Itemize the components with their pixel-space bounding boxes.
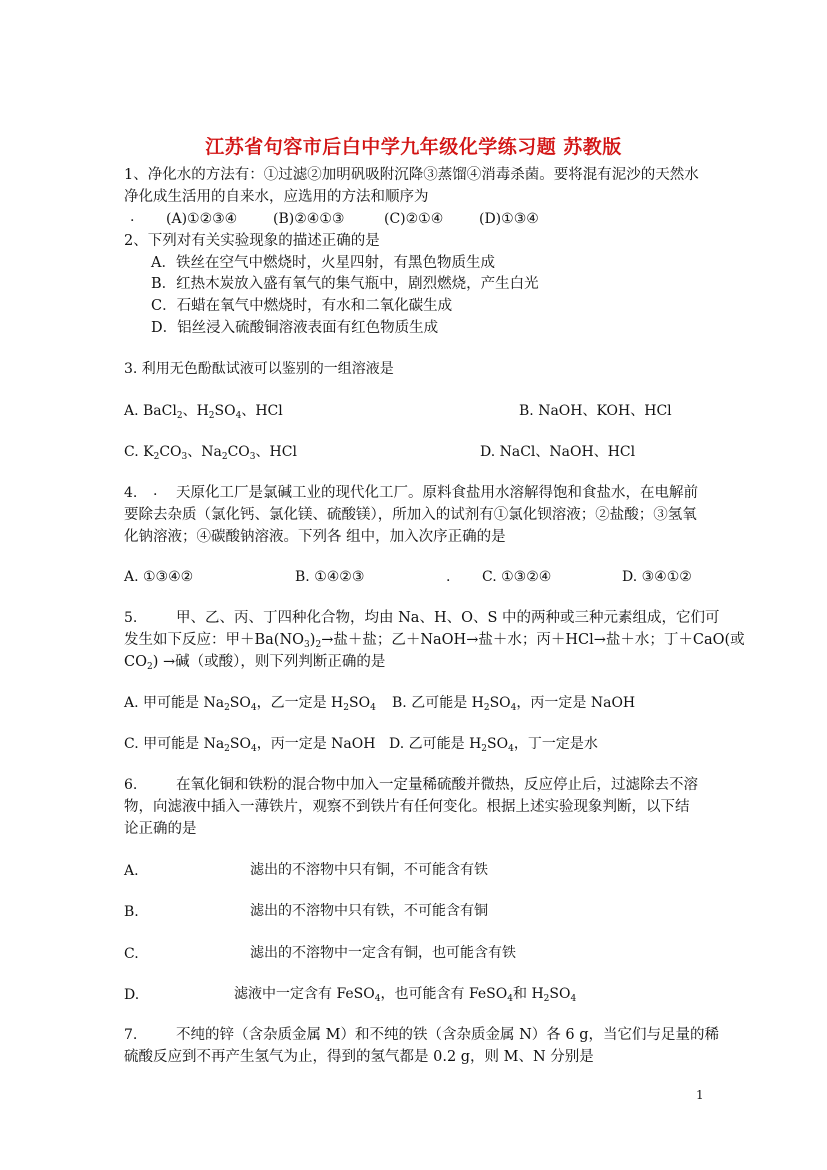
q4-option-c: C. ①③②④ <box>482 569 552 585</box>
q5-number: 5. <box>124 610 138 626</box>
q2-option-c: C．石蜡在氧气中燃烧时，有水和二氧化碳生成 <box>151 298 453 314</box>
q5-option-d: D. 乙可能是 $H_2SO_4$，丁一定是水 <box>389 736 598 754</box>
q6-option-c-text: 滤出的不溶物中一定含有铜，也可能含有铁 <box>250 945 516 961</box>
q7-stem-line-1: 不纯的锌（含杂质金属 M）和不纯的铁（含杂质金属 N）各 6 g，当它们与足量的稀 <box>176 1027 719 1043</box>
q4-option-a: A. ①③④② <box>124 569 194 585</box>
q5-option-b: B. 乙可能是 $H_2SO_4$，丙一定是 NaOH <box>392 695 636 713</box>
q6-option-b-label: B. <box>124 904 139 920</box>
q4-dot-mark: . <box>153 483 158 499</box>
q6-stem-line-2: 物，向滤液中插入一薄铁片，观察不到铁片有任何变化。根据上述实验现象判断，以下结 <box>124 799 690 815</box>
q2-option-a: A．铁丝在空气中燃烧时，火星四射，有黑色物质生成 <box>151 255 495 271</box>
q6-option-d-text: 滤液中一定含有 FeSO$_4$，也可能含有 FeSO$_4$和 $H_2SO_4$ <box>234 986 577 1004</box>
q5-stem-line-3: $CO_2$) →碱（或酸），则下列判断正确的是 <box>124 654 386 672</box>
q5-stem-line-1: 甲、乙、丙、丁四种化合物，均由 Na、H、O、S 中的两种或三种元素组成，它们可 <box>176 610 720 626</box>
q6-option-c-label: C. <box>124 946 139 962</box>
q5-stem-line-2: 发生如下反应：甲$+Ba(NO_3)_2\to$盐＋盐；乙＋NaOH→盐＋水；丙＋HCl→盐＋水；丁＋CaO(或 <box>124 632 745 650</box>
q5-option-c: C. 甲可能是 $Na_2SO_4$，丙一定是 NaOH <box>124 736 376 754</box>
q7-number: 7. <box>124 1027 138 1043</box>
q2-stem: 2、下列对有关实验现象的描述正确的是 <box>124 233 380 249</box>
q4-number: 4. <box>124 485 138 501</box>
q7-stem-line-2: 硫酸反应到不再产生氢气为止，得到的氢气都是 0.2 g，则 M、N 分别是 <box>124 1049 594 1065</box>
q6-number: 6. <box>124 777 138 793</box>
q6-stem-line-3: 论正确的是 <box>124 821 197 837</box>
q1-option-c: (C)②①④ <box>384 211 444 227</box>
q3-option-a: A. BaCl$_2$、$H_2SO_4$、HCl <box>124 403 283 421</box>
q1-option-b: (B)②④①③ <box>273 211 345 227</box>
q6-option-a-label: A. <box>124 863 139 879</box>
q4-stem-line-1: 天原化工厂是氯碱工业的现代化工厂。原料食盐用水溶解得饱和食盐水，在电解前 <box>176 485 698 501</box>
q3-option-b: B. NaOH、KOH、HCl <box>519 403 672 419</box>
q1-dot-mark: . <box>130 209 135 225</box>
q1-stem-line-1: 1、净化水的方法有：①过滤②加明矾吸附沉降③蒸馏④消毒杀菌。要将混有泥沙的天然水 <box>124 167 699 183</box>
q6-option-a-text: 滤出的不溶物中只有铜，不可能含有铁 <box>250 862 488 878</box>
q1-option-d: (D)①③④ <box>479 211 539 227</box>
q4-stem-line-3: 化钠溶液；④碳酸钠溶液。下列各 组中，加入次序正确的是 <box>124 529 506 545</box>
q2-option-d: D．铝丝浸入硫酸铜溶液表面有红色物质生成 <box>151 320 439 336</box>
q6-option-b-text: 滤出的不溶物中只有铁，不可能含有铜 <box>250 903 488 919</box>
q3-option-c: C. $K_2CO_3$、$Na_2CO_3$、HCl <box>124 444 297 462</box>
q3-stem: 3. 利用无色酚酞试液可以鉴别的一组溶液是 <box>124 361 394 377</box>
q3-option-d: D. NaCl、NaOH、HCl <box>480 444 636 460</box>
q1-stem-line-2: 净化成生活用的自来水，应选用的方法和顺序为 <box>124 189 429 205</box>
q1-option-a: (A)①②③④ <box>166 211 238 227</box>
q6-stem-line-1: 在氧化铜和铁粉的混合物中加入一定量稀硫酸并微热，反应停止后，过滤除去不溶 <box>176 777 698 793</box>
q4-dot-mark-2: . <box>446 569 451 585</box>
q4-stem-line-2: 要除去杂质（氯化钙、氯化镁、硫酸镁），所加入的试剂有①氯化钡溶液；②盐酸；③氢氧 <box>124 507 697 523</box>
q5-option-a: A. 甲可能是 $Na_2SO_4$，乙一定是 $H_2SO_4$ <box>124 695 376 713</box>
document-title: 江苏省句容市后白中学九年级化学练习题 苏教版 <box>205 136 622 158</box>
q4-option-d: D. ③④①② <box>622 569 692 585</box>
q2-option-b: B．红热木炭放入盛有氧气的集气瓶中，剧烈燃烧，产生白光 <box>151 276 539 292</box>
q4-option-b: B. ①④②③ <box>295 569 365 585</box>
page-number: 1 <box>696 1088 704 1102</box>
q6-option-d-label: D. <box>124 987 140 1003</box>
